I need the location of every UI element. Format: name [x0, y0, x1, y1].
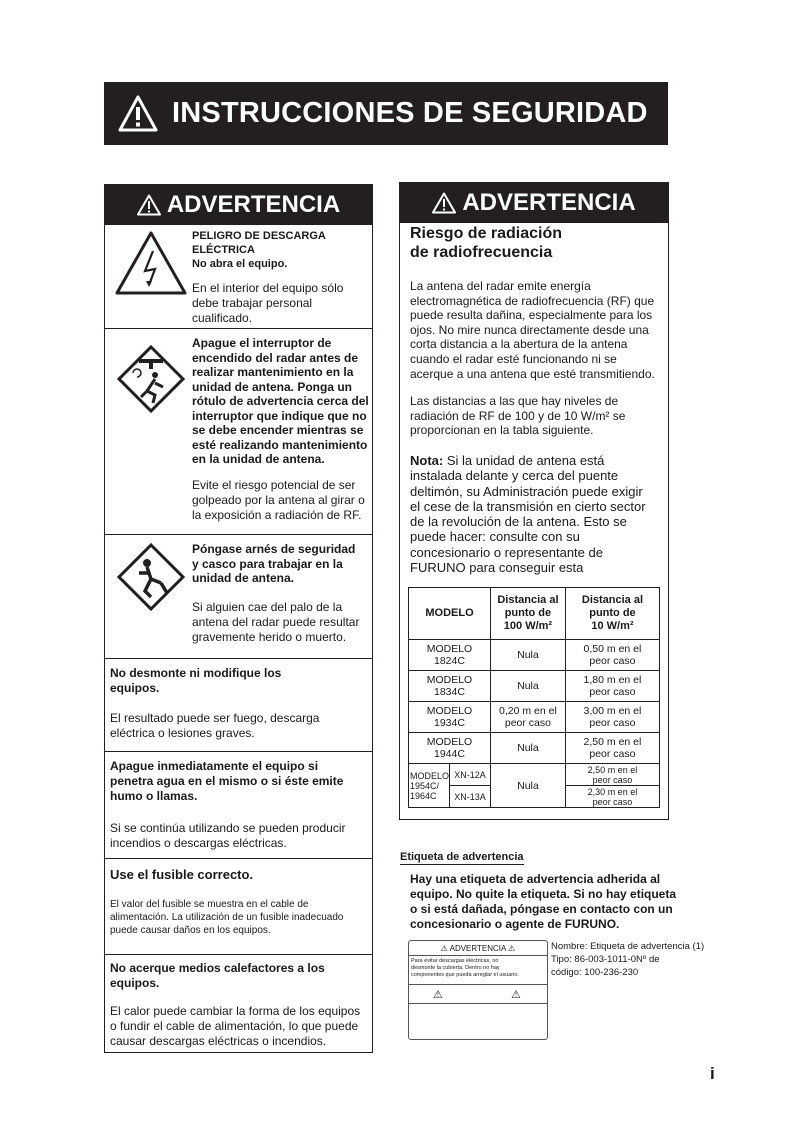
label-header: ⚠ ADVERTENCIA ⚠	[409, 942, 547, 956]
s7-text: El calor puede cambiar la forma de los equipos o fundir el cable de alimentación, lo que puede causar descargas eléctricas o incendios.	[110, 1004, 361, 1048]
table-header: Distancia al punto de 10 W/m²	[565, 588, 659, 640]
s5-text: Si se continúa utilizando se pueden producir incendios o descargas eléctricas.	[110, 821, 346, 850]
page-title: INSTRUCCIONES DE SEGURIDAD	[172, 97, 648, 129]
table-row	[409, 702, 660, 733]
label-info: Nombre: Etiqueta de advertencia (1) Tipo: 86-003-1011-0Nº de código: 100-236-230	[551, 941, 705, 978]
model-cell: MODELO 1944C	[409, 733, 491, 764]
rf-note: Nota: Si la unidad de antena está instalada delante y cerca del puente deltimón, su Administración puede exigir el cese de la transmisión en cierto sector de la revolución de la antena. Esto se puede hacer: consulte con su concesionario o representante de FURUNO para conseguir esta	[410, 453, 646, 576]
model-cell: MODELO 1834C	[409, 671, 491, 702]
s6-bold: Use el fusible correcto.	[110, 867, 254, 882]
antenna-cell: XN-13A	[450, 786, 491, 808]
fall-hazard-icon	[117, 543, 185, 611]
rf-paragraph-2: Las distancias a las que hay niveles de radiación de RF de 100 y de 10 W/m² se proporcionan en la tabla siguiente.	[410, 394, 626, 438]
warning-triangle-icon	[432, 192, 456, 214]
left-warning-header	[105, 185, 372, 225]
d100-cell: Nula	[490, 764, 565, 808]
divider	[105, 751, 372, 752]
s5-bold: Apague inmediatamente el equipo si penetra agua en el mismo o si éste emite humo o llamas.	[110, 759, 344, 803]
divider	[105, 534, 372, 535]
right-warning-header	[400, 183, 668, 223]
table-row	[409, 671, 660, 702]
warning-triangle-icon: ⚠	[511, 989, 521, 1001]
s2-bold: Apague el interruptor de encendido del radar antes de realizar mantenimiento en la unidad de antena. Ponga un rótulo de advertencia cerca del interruptor que indique que no se debe encender mientras se esté realizando mantenimiento en la unidad de antena.	[192, 336, 369, 466]
right-warning-heading: ADVERTENCIA	[462, 189, 636, 216]
label-section-text: Hay una etiqueta de advertencia adherida al equipo. No quite la etiqueta. Si no hay etiqueta o si está dañada, póngase en contacto con un concesionario o agente de FURUNO.	[410, 872, 677, 931]
s6-text: El valor del fusible se muestra en el cable de alimentación. La utilización de un fusible inadecuado puede causar daños en los equipos.	[110, 899, 344, 936]
divider	[105, 954, 372, 955]
d10-cell: 2,30 m en el peor caso	[565, 786, 659, 808]
model-cell: MODELO 1824C	[409, 640, 491, 671]
s4-text: El resultado puede ser fuego, descarga eléctrica o lesiones graves.	[110, 711, 320, 740]
antenna-cell: XN-12A	[450, 764, 491, 786]
d10-cell: 2,50 m en el peor caso	[565, 764, 659, 786]
label-text: Para evitar descargas eléctricas, no desmonte la cubierta. Dentro no hay componentes que pueda arreglar el usuario.	[411, 958, 519, 978]
divider	[105, 328, 372, 329]
warning-triangle-icon: ⚠	[433, 989, 443, 1001]
d10-cell: 2,50 m en el peor caso	[565, 733, 659, 764]
table-header: MODELO	[409, 588, 491, 640]
divider	[105, 658, 372, 659]
table-row	[409, 733, 660, 764]
electric-shock-icon	[113, 229, 189, 297]
table-header-row	[409, 588, 660, 640]
left-warning-box	[104, 184, 373, 1053]
page-number: i	[710, 1064, 715, 1083]
d10-cell: 3,00 m en el peor caso	[565, 702, 659, 733]
d100-cell: Nula	[490, 671, 565, 702]
s4-bold: No desmonte ni modifique los equipos.	[110, 666, 282, 695]
s2-text: Evite el riesgo potencial de ser golpeado por la antena al girar o la exposición a radiación de RF.	[192, 478, 365, 522]
d100-cell: Nula	[490, 640, 565, 671]
d100-cell: 0,20 m en el peor caso	[490, 702, 565, 733]
page-banner	[104, 82, 668, 145]
s3-bold: Póngase arnés de seguridad y casco para trabajar en la unidad de antena.	[192, 542, 356, 585]
divider	[105, 858, 372, 859]
rf-title: Riesgo de radiación de radiofrecuencia	[410, 225, 563, 261]
warning-triangle-icon	[137, 194, 161, 216]
d10-cell: 0,50 m en el peor caso	[565, 640, 659, 671]
rf-distance-table	[408, 587, 660, 808]
s1-title: PELIGRO DE DESCARGA ELÉCTRICA No abra el equipo.	[192, 230, 326, 270]
s3-text: Si alguien cae del palo de la antena del radar puede resultar gravemente herido o muerto.	[192, 600, 360, 644]
d100-cell: Nula	[490, 733, 565, 764]
left-warning-heading: ADVERTENCIA	[166, 191, 341, 218]
model-cell: MODELO 1934C	[409, 702, 491, 733]
s7-bold: No acerque medios calefactores a los equipos.	[110, 961, 325, 990]
table-row	[409, 640, 660, 671]
s1-text: En el interior del equipo sólo debe trabajar personal cualificado.	[192, 281, 344, 325]
rf-paragraph-1: La antena del radar emite energía electromagnética de radiofrecuencia (RF) que puede resulta dañina, especialmente para los ojos. No mire nunca directamente desde una corta distancia a la abertura de la antena cuando el radar esté funcionando ni se acerque a una antena que esté transmitiendo.	[410, 279, 655, 381]
label-section-title: Etiqueta de advertencia	[400, 851, 524, 863]
model-cell: MODELO 1954C/ 1964C	[409, 764, 450, 808]
warning-label-graphic	[408, 940, 548, 1040]
warning-triangle-icon	[118, 94, 158, 134]
table-header: Distancia al punto de 100 W/m²	[490, 588, 565, 640]
antenna-hazard-icon	[117, 345, 185, 413]
d10-cell: 1,80 m en el peor caso	[565, 671, 659, 702]
table-row	[409, 764, 660, 786]
